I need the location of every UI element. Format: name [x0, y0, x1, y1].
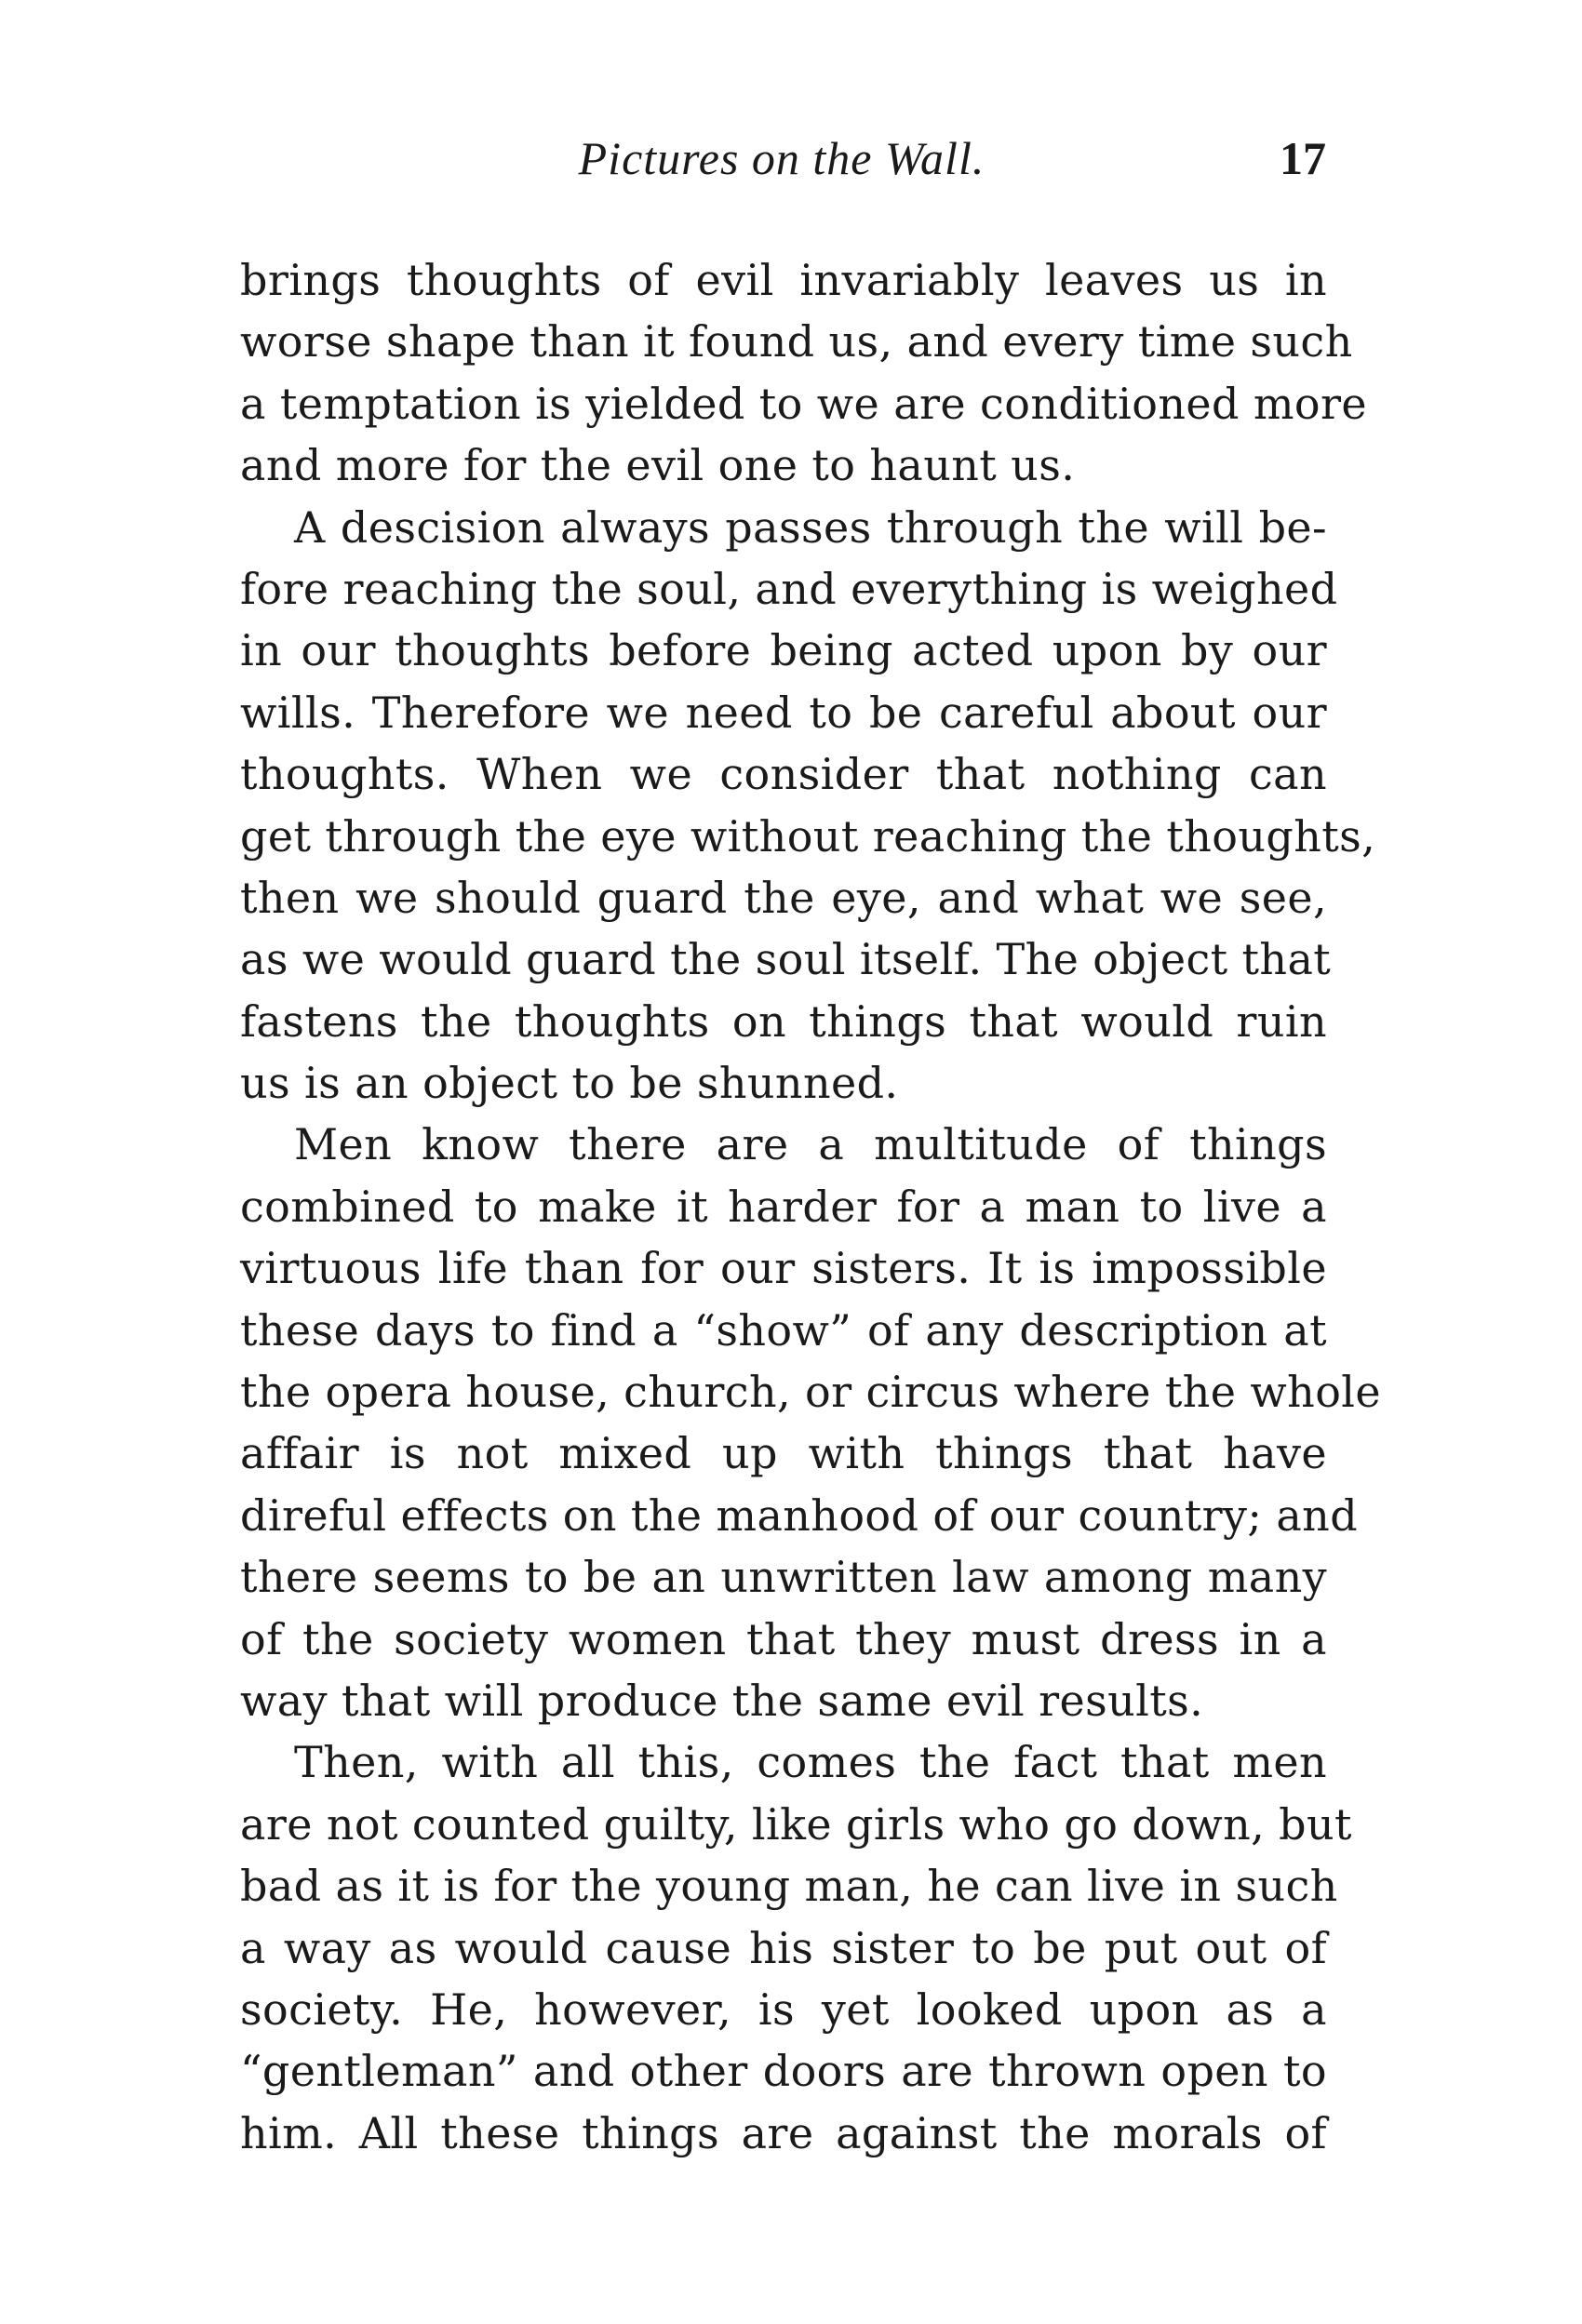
- text-line: a temptation is yielded to we are conditioned more: [240, 378, 1368, 429]
- text-line: thoughts. When we consider that nothing can: [240, 749, 1327, 800]
- text-line: “gentleman” and other doors are thrown open to: [240, 2046, 1327, 2097]
- text-line: are not counted guilty, like girls who go down, but: [240, 1798, 1352, 1850]
- text-line: get through the eye without reaching the thoughts,: [240, 810, 1376, 861]
- text-line: these days to find a “show” of any description at: [240, 1304, 1327, 1356]
- text-line: as we would guard the soul itself. The object that: [240, 934, 1332, 985]
- paragraph-first-line: Men know there are a multitude of things: [294, 1119, 1327, 1170]
- running-title: Pictures on the Wall.: [578, 132, 985, 184]
- text-line: him. All these things are against the morals of: [240, 2107, 1327, 2158]
- text-line: a way as would cause his sister to be put out of: [240, 1922, 1327, 1973]
- running-head: [237, 130, 1326, 186]
- text-line: affair is not mixed up with things that have: [240, 1428, 1327, 1479]
- text-line: worse shape than it found us, and every time such: [240, 316, 1353, 367]
- text-line: fastens the thoughts on things that would ruin: [240, 995, 1327, 1047]
- text-line: in our thoughts before being acted upon by our: [240, 625, 1327, 676]
- paragraph-first-line: Then, with all this, comes the fact that men: [294, 1737, 1327, 1788]
- text-line: of the society women that they must dress in a: [240, 1613, 1327, 1664]
- page-number: 17: [1280, 132, 1326, 184]
- paragraph-first-line: A descision always passes through the will be-: [294, 501, 1327, 553]
- text-line: brings thoughts of evil invariably leaves us in: [240, 255, 1327, 305]
- text-line: bad as it is for the young man, he can live in such: [240, 1861, 1338, 1912]
- text-line: us is an object to be shunned.: [240, 1058, 899, 1109]
- text-line: the opera house, church, or circus where the whole: [240, 1367, 1382, 1418]
- text-line: way that will produce the same evil results.: [240, 1675, 1204, 1726]
- text-line: fore reaching the soul, and everything is weighed: [240, 563, 1338, 614]
- text-line: society. He, however, is yet looked upon as a: [240, 1983, 1327, 2035]
- text-line: wills. Therefore we need to be careful about our: [240, 687, 1327, 738]
- text-line: there seems to be an unwritten law among many: [240, 1552, 1327, 1603]
- text-line: combined to make it harder for a man to live a: [240, 1181, 1327, 1232]
- text-line: direful effects on the manhood of our country; and: [240, 1489, 1359, 1541]
- text-line: virtuous life than for our sisters. It is impossible: [240, 1243, 1327, 1294]
- body-text: [240, 249, 1382, 2164]
- text-line: then we should guard the eye, and what we see,: [240, 872, 1327, 923]
- text-line: and more for the evil one to haunt us.: [240, 440, 1076, 491]
